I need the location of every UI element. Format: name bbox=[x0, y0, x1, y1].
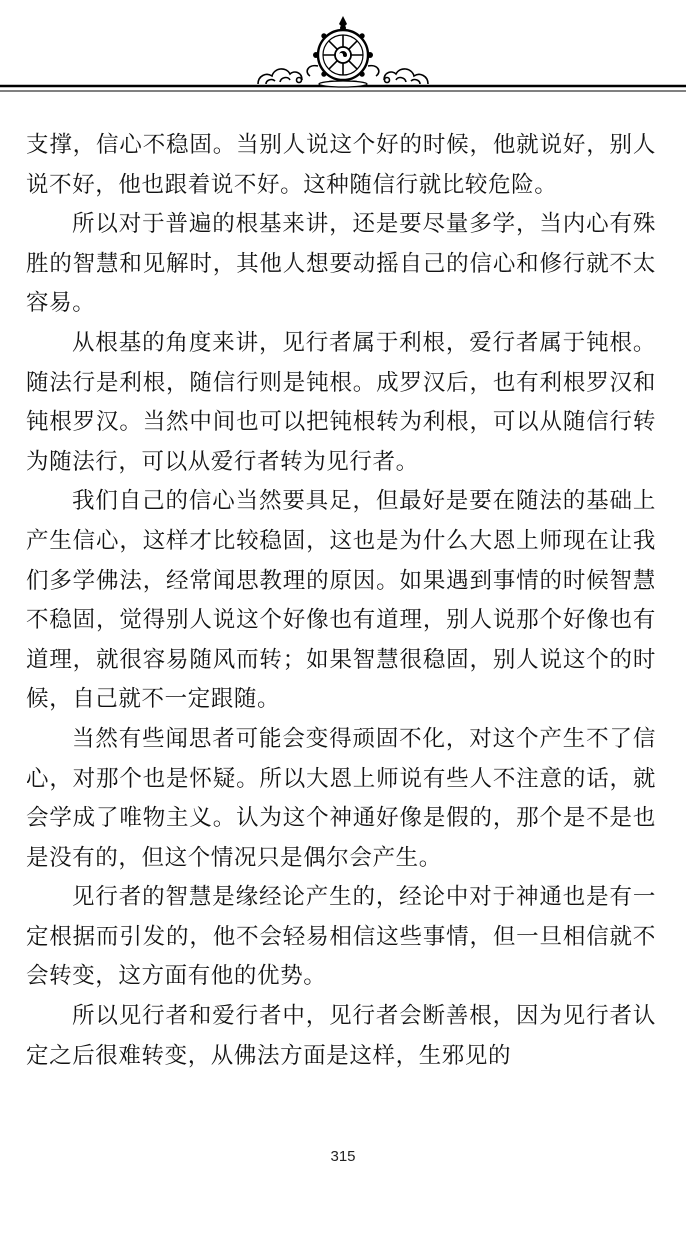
paragraph-4: 我们自己的信心当然要具足，但最好是要在随法的基础上产生信心，这样才比较稳固，这也是为什么大恩上师现在让我们多学佛法，经常闻思教理的原因。如果遇到事情的时候智慧不稳固，觉得别人说这个好像也有道理，别人说那个好像也有道理，就很容易随风而转；如果智慧很稳固，别人说这个的时候，自己就不一定跟随。 bbox=[26, 488, 656, 713]
cloud-left-icon bbox=[258, 69, 302, 84]
paragraph-2: 所以对于普遍的根基来讲，还是要尽量多学，当内心有殊胜的智慧和见解时，其他人想要动摇自己的信心和修行就不太容易。 bbox=[26, 211, 656, 317]
paragraph-5: 当然有些闻思者可能会变得顽固不化，对这个产生不了信心，对那个也是怀疑。所以大恩上师说有些人不注意的话，就会学成了唯物主义。认为这个神通好像是假的，那个是不是也是没有的，但这个情况只是偶尔会产生。 bbox=[26, 725, 656, 871]
page-header bbox=[0, 0, 686, 110]
paragraph-1: 支撑，信心不稳固。当别人说这个好的时候，他就说好，别人说不好，他也跟着说不好。这种随信行就比较危险。 bbox=[26, 132, 656, 198]
page-number: 315 bbox=[330, 1148, 356, 1165]
paragraph-3: 从根基的角度来讲，见行者属于利根，爱行者属于钝根。随法行是利根，随信行则是钝根。成罗汉后，也有利根罗汉和钝根罗汉。当然中间也可以把钝根转为利根，可以从随信行转为随法行，可以从爱行者转为见行者。 bbox=[26, 329, 656, 475]
cloud-right-icon bbox=[384, 69, 428, 84]
paragraph-6: 见行者的智慧是缘经论产生的，经论中对于神通也是有一定根据而引发的，他不会轻易相信这些事情，但一旦相信就不会转变，这方面有他的优势。 bbox=[26, 884, 656, 990]
dharma-wheel-icon bbox=[307, 16, 379, 87]
header-ornament bbox=[0, 0, 686, 110]
page-body bbox=[26, 126, 656, 1076]
paragraph-7: 所以见行者和爱行者中，见行者会断善根，因为见行者认定之后很难转变，从佛法方面是这样，生邪见的 bbox=[26, 1003, 656, 1069]
